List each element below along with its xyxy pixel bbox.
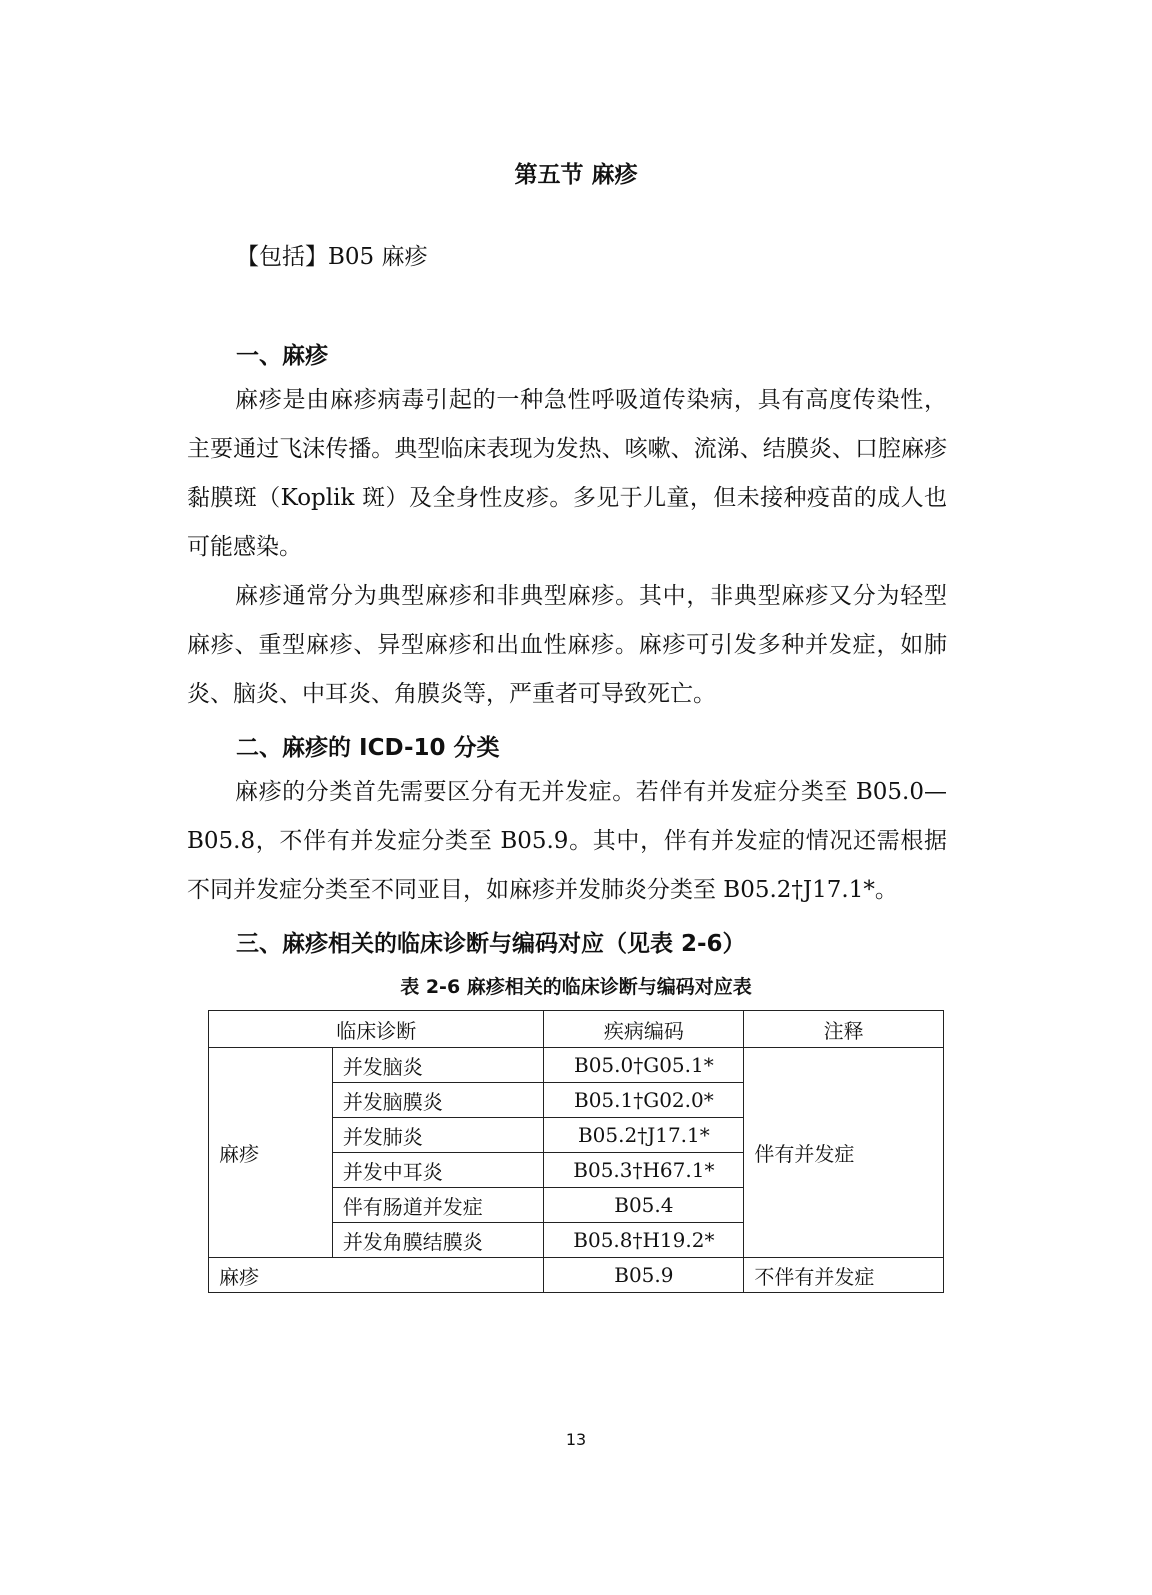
- diagnosis-cell: 并发角膜结膜炎: [332, 1223, 544, 1258]
- code-cell: B05.8†H19.2*: [544, 1223, 744, 1258]
- header-code: 疾病编码: [544, 1011, 744, 1048]
- include-line: 【包括】B05 麻疹: [236, 244, 428, 270]
- code-cell: B05.3†H67.1*: [544, 1153, 744, 1188]
- code-cell: B05.0†G05.1*: [544, 1048, 744, 1083]
- code-cell: B05.1†G02.0*: [544, 1083, 744, 1118]
- diagnosis-cell: 麻疹: [209, 1258, 544, 1293]
- code-cell: B05.4: [544, 1188, 744, 1223]
- subsection-title-3: 三、麻疹相关的临床诊断与编码对应（见表 2-6）: [236, 931, 746, 957]
- note-cell: 不伴有并发症: [744, 1258, 944, 1293]
- code-cell: B05.2†J17.1*: [544, 1118, 744, 1153]
- paragraph-measles-types: 麻疹通常分为典型麻疹和非典型麻疹。其中，非典型麻疹又分为轻型麻疹、重型麻疹、异型麻疹和出血性麻疹。麻疹可引发多种并发症，如肺炎、脑炎、中耳炎、角膜炎等，严重者可导致死亡。: [187, 583, 947, 707]
- table-row-no-complication: [209, 1258, 944, 1293]
- paragraph-icd-classification: 麻疹的分类首先需要区分有无并发症。若伴有并发症分类至 B05.0—B05.8，不伴有并发症分类至 B05.9。其中，伴有并发症的情况还需根据不同并发症分类至不同亚目，如麻疹并发肺炎分类至 B05.2†J17.1*。: [187, 779, 947, 903]
- section-heading: 第五节 麻疹: [514, 162, 638, 188]
- table-header-row: [209, 1011, 944, 1048]
- group-label-cell: 麻疹: [209, 1048, 333, 1258]
- header-note: 注释: [744, 1011, 944, 1048]
- header-diagnosis: 临床诊断: [209, 1011, 544, 1048]
- page-number: 13: [565, 1430, 587, 1449]
- subsection-title-2: 二、麻疹的 ICD-10 分类: [236, 735, 500, 761]
- code-cell: B05.9: [544, 1258, 744, 1293]
- diagnosis-cell: 并发肺炎: [332, 1118, 544, 1153]
- paragraph-measles-overview: 麻疹是由麻疹病毒引起的一种急性呼吸道传染病，具有高度传染性，主要通过飞沫传播。典型临床表现为发热、咳嗽、流涕、结膜炎、口腔麻疹黏膜斑（Koplik 斑）及全身性皮疹。多见于儿童，但未接种疫苗的成人也可能感染。: [187, 387, 947, 560]
- diagnosis-code-table: [208, 1010, 944, 1293]
- table-row: [209, 1048, 944, 1083]
- diagnosis-cell: 并发中耳炎: [332, 1153, 544, 1188]
- table-caption: 表 2-6 麻疹相关的临床诊断与编码对应表: [400, 976, 752, 998]
- subsection-title-1: 一、麻疹: [236, 343, 328, 369]
- diagnosis-cell: 伴有肠道并发症: [332, 1188, 544, 1223]
- group-note-cell: 伴有并发症: [744, 1048, 944, 1258]
- diagnosis-cell: 并发脑炎: [332, 1048, 544, 1083]
- diagnosis-cell: 并发脑膜炎: [332, 1083, 544, 1118]
